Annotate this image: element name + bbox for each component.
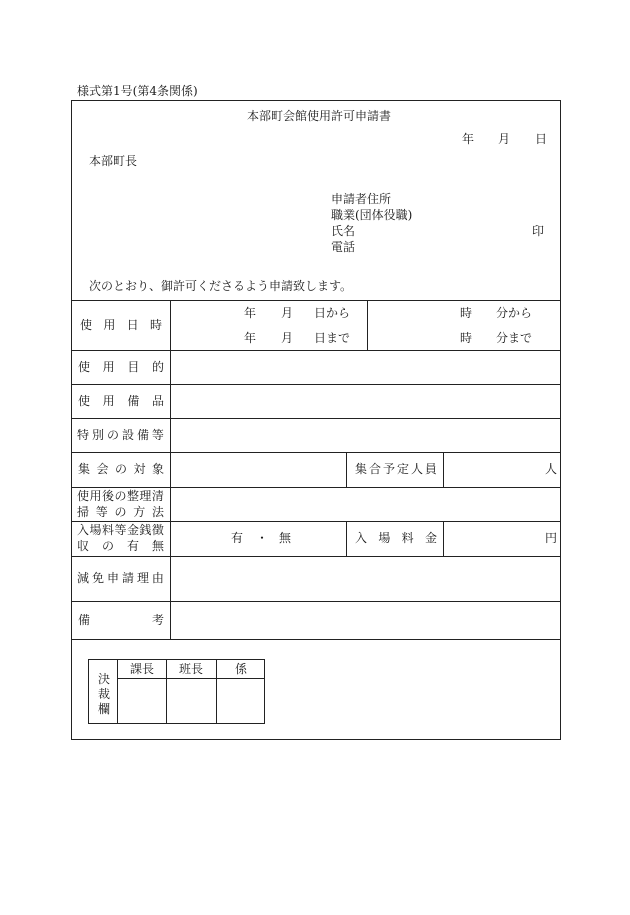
label-admission-fee: 入 場 料 金 bbox=[355, 531, 437, 545]
date-day: 日 bbox=[535, 132, 548, 146]
until-month: 月 bbox=[281, 331, 294, 345]
approval-col-team-leader: 班長 bbox=[179, 662, 204, 676]
date-month: 月 bbox=[498, 132, 511, 146]
applicant-occupation-label: 職業(団体役職) bbox=[331, 208, 413, 222]
label-remarks: 備 考 bbox=[78, 613, 164, 627]
fee-separator: ・ bbox=[256, 531, 269, 545]
fee-yes: 有 bbox=[231, 531, 244, 545]
approval-col-staff: 係 bbox=[235, 662, 248, 676]
label-special-equipment: 特 別 の 設 備 等 bbox=[77, 428, 164, 442]
label-cleanup-line1: 使 用 後 の 整 理 清 bbox=[77, 489, 164, 503]
addressee: 本部町長 bbox=[89, 154, 138, 168]
until-hour: 時 bbox=[460, 331, 473, 345]
date-year: 年 bbox=[462, 132, 475, 146]
until-day: 日まで bbox=[314, 331, 351, 345]
from-month: 月 bbox=[281, 306, 294, 320]
label-purpose: 使 用 目 的 bbox=[78, 360, 164, 374]
applicant-name-label: 氏名 bbox=[331, 224, 356, 238]
fee-no: 無 bbox=[279, 531, 292, 545]
label-fee-line1: 入 場 料 等 金 銭 徴 bbox=[77, 523, 164, 537]
label-expected-attendees: 集 合 予 定 人 員 bbox=[355, 462, 437, 476]
label-fee-line2: 収 の 有 無 bbox=[77, 539, 164, 553]
fee-unit: 円 bbox=[545, 531, 558, 545]
from-minute: 分から bbox=[496, 306, 533, 320]
applicant-phone-label: 電話 bbox=[331, 240, 356, 254]
seal-mark: 印 bbox=[532, 224, 545, 238]
approval-col-section-chief: 課長 bbox=[130, 662, 155, 676]
request-text: 次のとおり、御許可くださるよう申請致します。 bbox=[89, 279, 353, 293]
applicant-address-label: 申請者住所 bbox=[331, 192, 392, 206]
form-code: 様式第1号(第4条関係) bbox=[77, 84, 198, 98]
form-title: 本部町会館使用許可申請書 bbox=[247, 109, 392, 123]
label-cleanup-line2: 掃 等 の 方 法 bbox=[77, 505, 164, 519]
from-year: 年 bbox=[244, 306, 257, 320]
until-minute: 分まで bbox=[496, 331, 533, 345]
label-equipment: 使 用 備 品 bbox=[78, 394, 164, 408]
attendees-unit: 人 bbox=[545, 462, 558, 476]
until-year: 年 bbox=[244, 331, 257, 345]
from-hour: 時 bbox=[460, 306, 473, 320]
label-usage-datetime: 使 用 日 時 bbox=[80, 318, 162, 332]
approval-side-label: 決裁欄 bbox=[97, 672, 110, 716]
from-day: 日から bbox=[314, 306, 351, 320]
label-meeting-target: 集 会 の 対 象 bbox=[78, 462, 164, 476]
label-reduction-reason: 減 免 申 請 理 由 bbox=[77, 571, 164, 585]
application-form bbox=[71, 100, 561, 740]
